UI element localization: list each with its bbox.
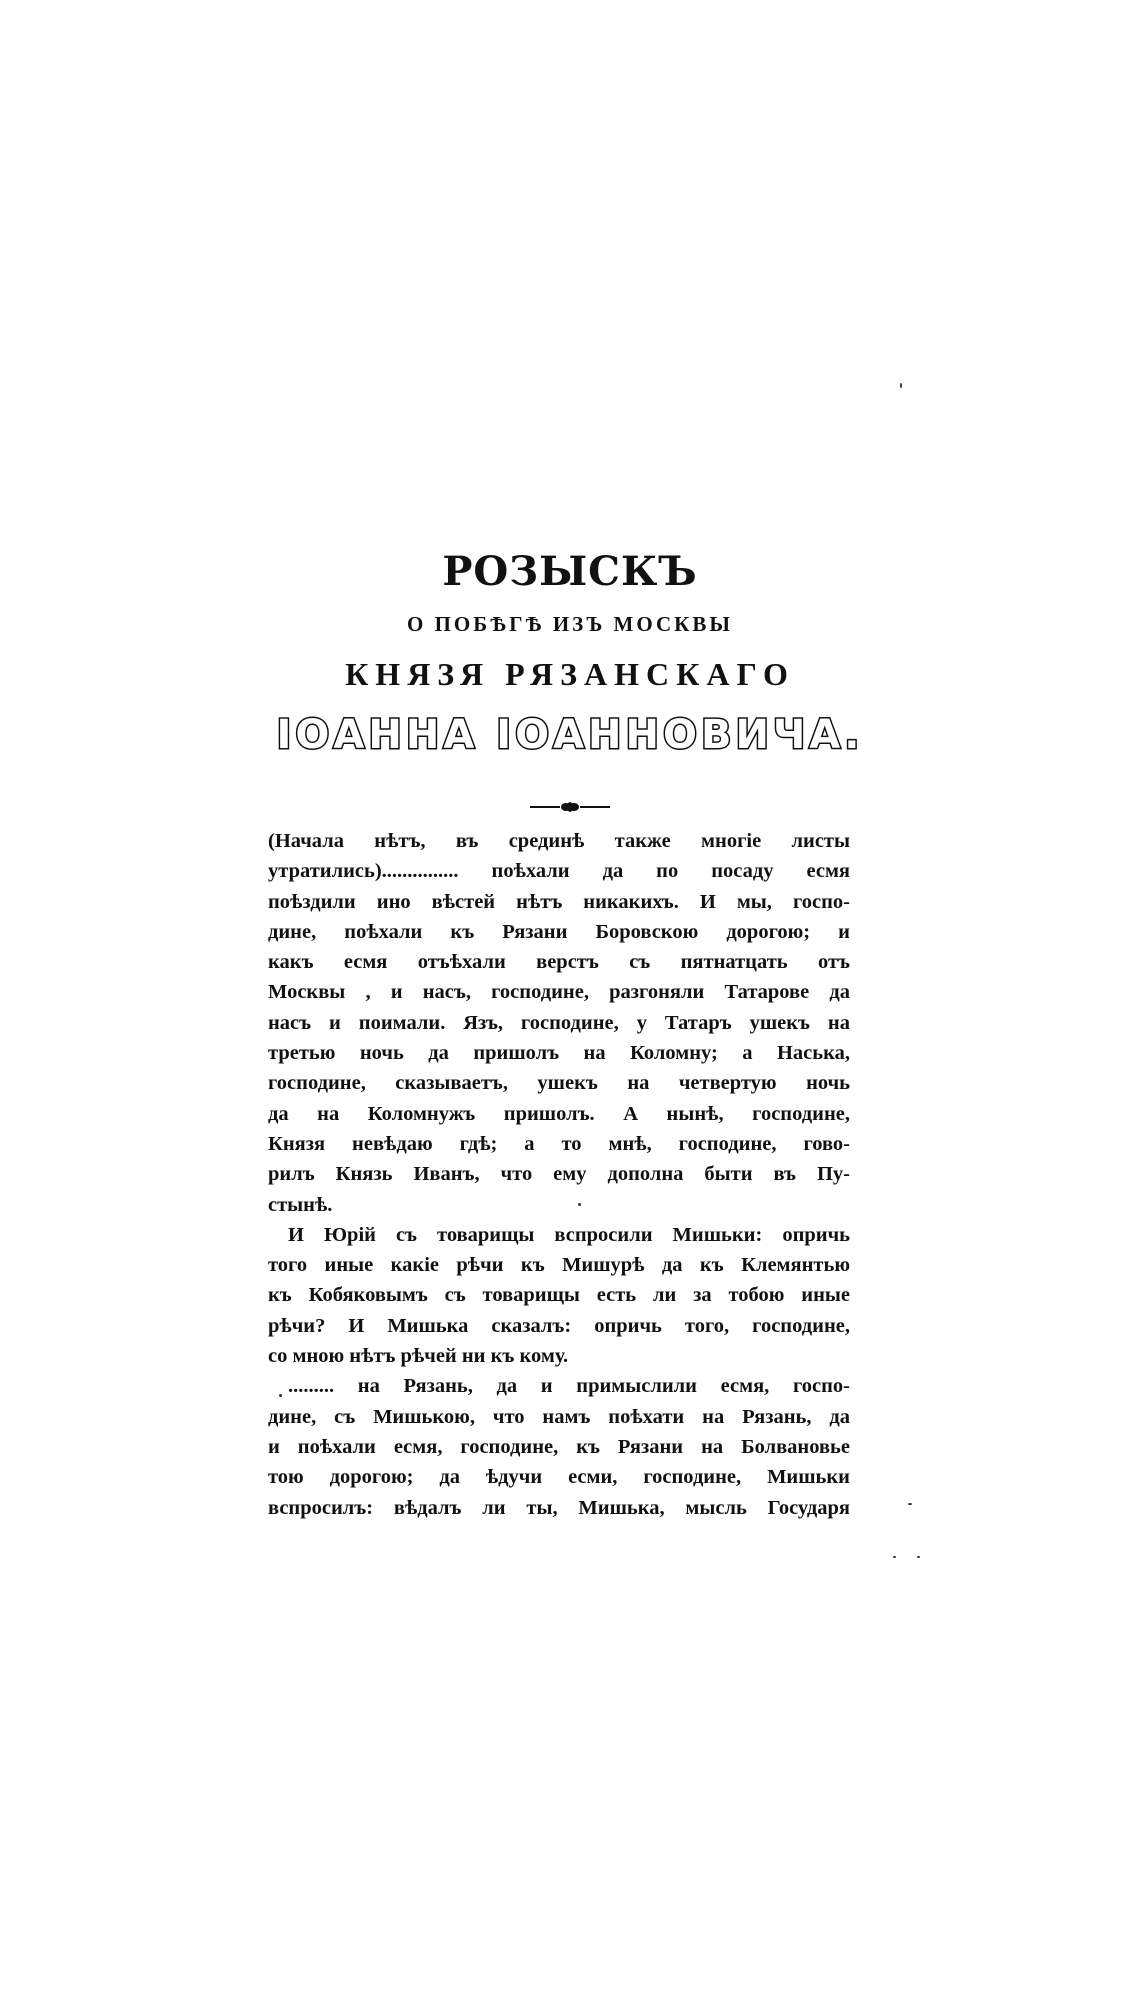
- document-title-name: ІОАННА ІОАННОВИЧА.: [276, 712, 864, 758]
- paper-speck: [279, 1394, 282, 1397]
- text-line: Князя невѣдаю гдѣ; а то мнѣ, господине, гово-: [268, 1132, 850, 1155]
- body-text: [268, 826, 850, 1523]
- title-ornament-divider: [530, 800, 610, 814]
- text-line: поѣздили ино вѣстей нѣтъ никакихъ. И мы, госпо-: [268, 890, 850, 913]
- paragraph: [268, 826, 850, 1220]
- text-line: Москвы , и насъ, господине, разгоняли Татарове да: [268, 981, 850, 1004]
- text-line: какъ есмя отъѣхали верстъ съ пятнатцать отъ: [268, 951, 850, 974]
- text-line: третью ночь да пришолъ на Коломну; а Наська,: [268, 1042, 850, 1065]
- text-line: и поѣхали есмя, господине, къ Рязани на Болвановье: [268, 1435, 850, 1458]
- text-line: къ Кобяковымъ съ товарищы есть ли за тобою иные: [268, 1284, 850, 1307]
- text-line: насъ и поимали. Язъ, господине, у Татаръ ушекъ на: [268, 1011, 850, 1034]
- text-line: И Юрій съ товарищы вспросили Мишьки: опричь: [288, 1223, 850, 1246]
- text-line: да на Коломнужъ пришолъ. А нынѣ, господине,: [268, 1102, 850, 1125]
- text-line: дине, съ Мишькою, что намъ поѣхати на Рязань, да: [268, 1405, 850, 1428]
- document-title-prince: КНЯЗЯ РЯЗАНСКАГО: [345, 656, 795, 692]
- paper-speck: [900, 383, 902, 388]
- paragraph: [268, 1371, 850, 1522]
- paragraph: [268, 1220, 850, 1371]
- paper-speck: [908, 1503, 912, 1505]
- text-line: дине, поѣхали къ Рязани Боровскою дорогою; и: [268, 920, 850, 943]
- text-line: стынѣ.: [268, 1193, 333, 1216]
- text-line: (Начала нѣтъ, въ срединѣ также многіе листы: [268, 830, 850, 852]
- text-line: рилъ Князь Иванъ, что ему дополна быти въ Пу-: [268, 1163, 850, 1186]
- paper-speck: [893, 1556, 896, 1558]
- text-line: рѣчи? И Мишька сказалъ: опричь того, господине,: [268, 1314, 850, 1337]
- text-line: тою дорогою; да ѣдучи есми, господине, Мишьки: [268, 1466, 850, 1489]
- document-title: РОЗЫСКЪ: [442, 548, 698, 595]
- text-line: господине, сказываетъ, ушекъ на четвертую ночь: [268, 1072, 850, 1095]
- text-line: со мною нѣтъ рѣчей ни къ кому.: [268, 1345, 569, 1368]
- text-line: утратились)............... поѣхали да по посаду есмя: [268, 860, 850, 883]
- paper-speck: [578, 1203, 581, 1206]
- text-line: вспросилъ: вѣдалъ ли ты, Мишька, мысль Государя: [268, 1496, 850, 1519]
- text-line: ......... на Рязань, да и примыслили есмя, госпо-: [288, 1375, 850, 1398]
- text-line: того иные какіе рѣчи къ Мишурѣ да къ Клемянтью: [268, 1254, 850, 1277]
- paper-speck: [917, 1556, 920, 1558]
- document-subtitle: О ПОБѢГѢ ИЗЪ МОСКВЫ: [407, 612, 733, 636]
